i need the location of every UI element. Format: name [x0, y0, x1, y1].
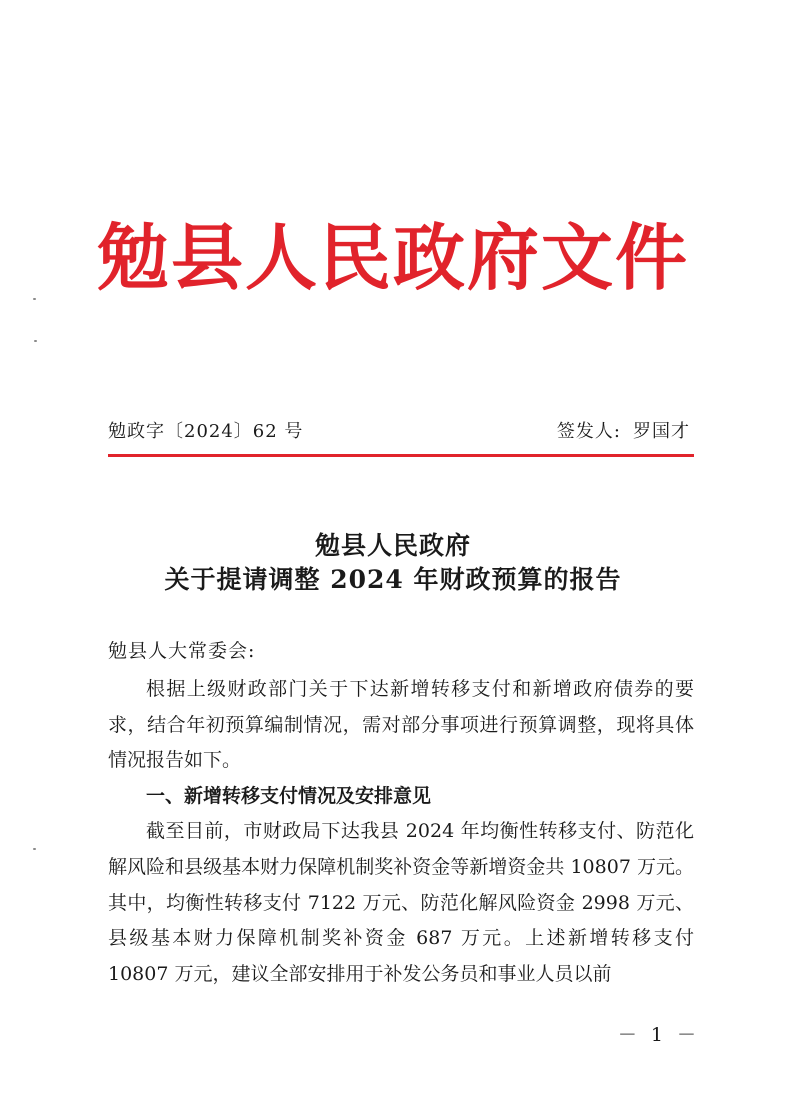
- masthead-title: 勉县人民政府文件: [96, 215, 689, 300]
- scan-speck: [33, 298, 36, 300]
- report-body: [108, 672, 694, 992]
- signer-label: 签发人:: [556, 421, 621, 442]
- signer-name: 罗国才: [633, 421, 690, 442]
- report-title-issuer: 勉县人民政府: [314, 531, 471, 560]
- recipient-line: 勉县人大常委会:: [108, 640, 256, 662]
- document-number: 勉政字〔2024〕62 号: [108, 421, 304, 442]
- page-number: － 1 －: [617, 1024, 700, 1046]
- section-paragraph: 截至目前，市财政局下达我县 2024 年均衡性转移支付、防范化解风险和县级基本财力保障机制奖补资金等新增资金共 10807 万元。其中，均衡性转移支付 7122 万元、防范化解风险资金 2998 万元、县级基本财力保障机制奖补资金 687 万元。上述新增转移支付 10807 万元，建议全部安排用于补发公务员和事业人员以前: [108, 820, 694, 985]
- scan-speck: [34, 340, 37, 342]
- scan-speck: [33, 848, 36, 850]
- signer-block: [557, 417, 690, 443]
- section-heading: 一、新增转移支付情况及安排意见: [146, 784, 432, 807]
- intro-paragraph: 根据上级财政部门关于下达新增转移支付和新增政府债券的要求，结合年初预算编制情况，需对部分事项进行预算调整，现将具体情况报告如下。: [108, 678, 694, 772]
- report-title-subject: 关于提请调整 2024 年财政预算的报告: [164, 565, 622, 594]
- red-divider-line: [108, 454, 694, 457]
